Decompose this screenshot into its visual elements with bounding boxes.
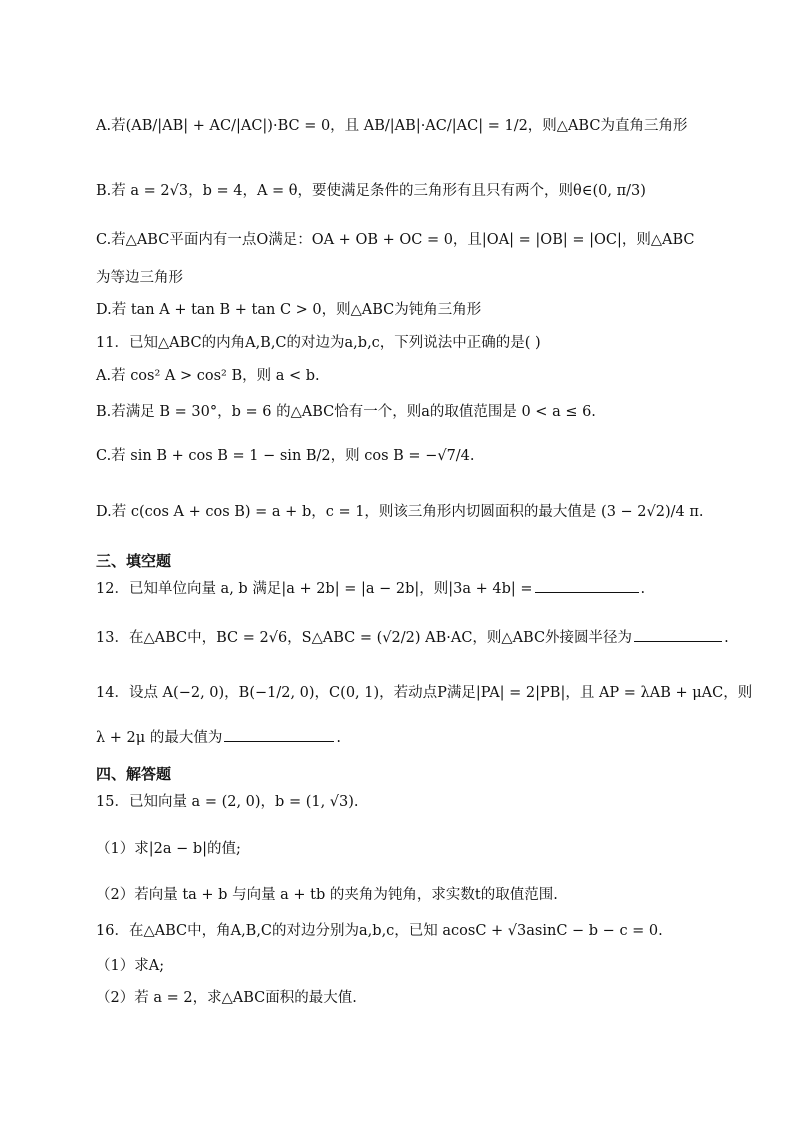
- option-11a: A.若 cos² A > cos² B，则 a < b.: [96, 368, 320, 384]
- question-14-cont-text: λ + 2μ 的最大值为: [96, 730, 223, 746]
- section-answer: 四、解答题: [96, 765, 172, 783]
- question-15-part2: （2）若向量 ta + b 与向量 a + tb 的夹角为钝角，求实数t的取值范围.: [96, 887, 558, 903]
- answer-blank-13[interactable]: [634, 627, 722, 642]
- question-14-cont: λ + 2μ 的最大值为 .: [96, 727, 341, 748]
- option-10c: C.若△ABC平面内有一点O满足：OA + OB + OC = 0，且|OA| = |OB| = |OC|，则△ABC: [96, 232, 695, 248]
- option-10b: B.若 a = 2√3，b = 4，A = θ，要使满足条件的三角形有且只有两个，则θ∈(0, π/3): [96, 183, 646, 199]
- question-11: 11．已知△ABC的内角A,B,C的对边为a,b,c，下列说法中正确的是( ): [96, 335, 541, 351]
- question-16: 16．在△ABC中，角A,B,C的对边分别为a,b,c，已知 acosC + √3asinC − b − c = 0.: [96, 923, 663, 939]
- answer-blank-12[interactable]: [535, 578, 639, 593]
- question-12: 12．已知单位向量 a, b 满足|a + 2b| = |a − 2b|，则|3a + 4b| = .: [96, 578, 645, 599]
- option-11d: D.若 c(cos A + cos B) = a + b，c = 1，则该三角形内切圆面积的最大值是 (3 − 2√2)/4 π.: [96, 504, 704, 520]
- question-14: 14．设点 A(−2, 0)，B(−1/2, 0)，C(0, 1)，若动点P满足|PA| = 2|PB|，且 AP = λAB + μAC，则: [96, 685, 753, 701]
- question-16-part2: （2）若 a = 2，求△ABC面积的最大值.: [96, 990, 357, 1006]
- question-12-text: 12．已知单位向量 a, b 满足|a + 2b| = |a − 2b|，则|3a + 4b| =: [96, 581, 533, 597]
- question-15: 15．已知向量 a = (2, 0)，b = (1, √3).: [96, 794, 359, 810]
- question-15-part1: （1）求|2a − b|的值;: [96, 841, 241, 857]
- option-11b: B.若满足 B = 30°，b = 6 的△ABC恰有一个，则a的取值范围是 0 < a ≤ 6.: [96, 404, 596, 420]
- option-10a: A.若(AB/|AB| + AC/|AC|)·BC = 0，且 AB/|AB|·AC/|AC| = 1/2，则△ABC为直角三角形: [96, 118, 688, 134]
- question-13: 13．在△ABC中，BC = 2√6，S△ABC = (√2/2) AB·AC，则△ABC外接圆半径为 .: [96, 627, 729, 648]
- option-11c: C.若 sin B + cos B = 1 − sin B/2，则 cos B = −√7/4.: [96, 448, 475, 464]
- option-10c-cont: 为等边三角形: [96, 270, 183, 286]
- section-fill-in: 三、填空题: [96, 552, 172, 570]
- option-10d: D.若 tan A + tan B + tan C > 0，则△ABC为钝角三角形: [96, 302, 482, 318]
- answer-blank-14[interactable]: [224, 727, 334, 742]
- question-16-part1: （1）求A;: [96, 958, 165, 974]
- question-13-text: 13．在△ABC中，BC = 2√6，S△ABC = (√2/2) AB·AC，则△ABC外接圆半径为: [96, 630, 633, 646]
